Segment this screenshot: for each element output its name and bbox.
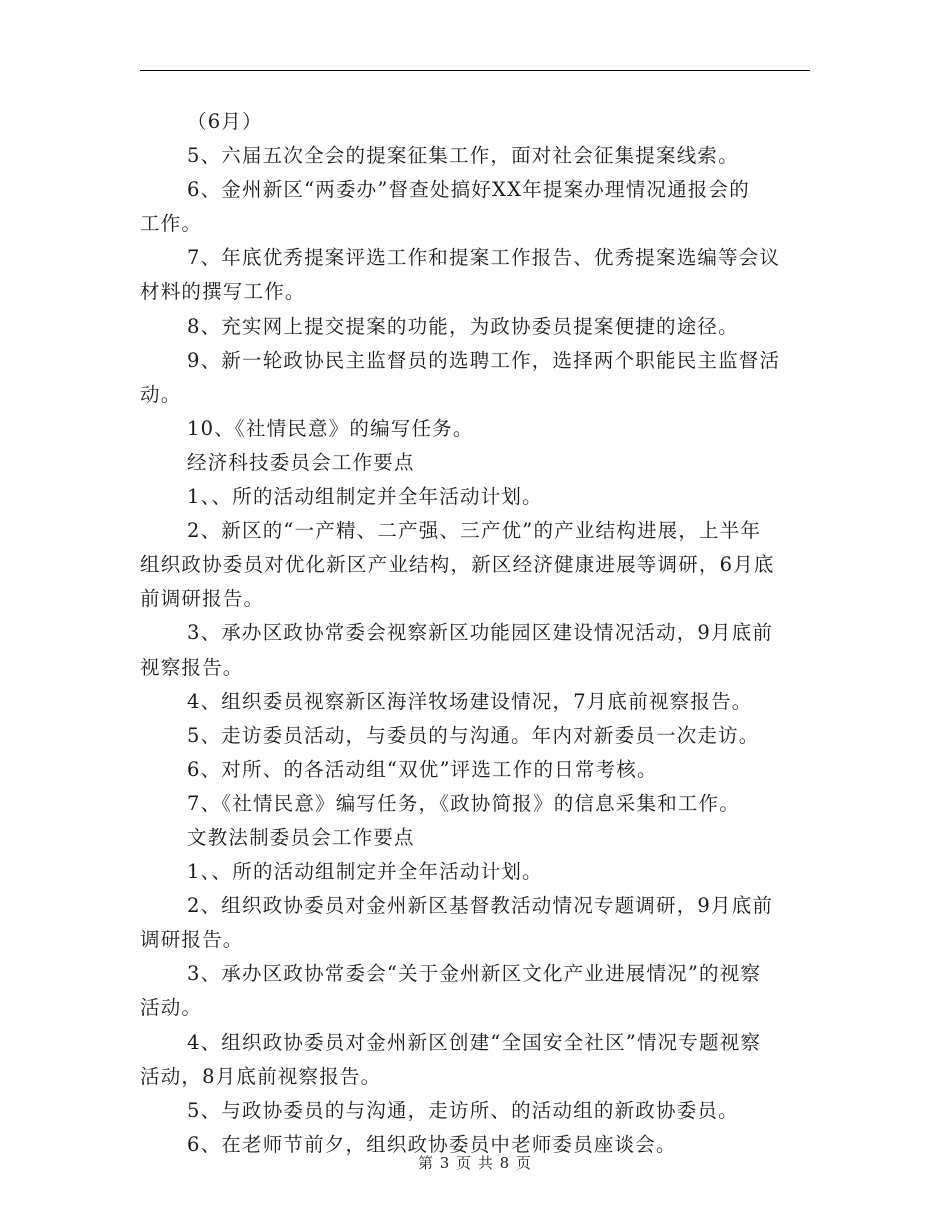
text-line: 1、、所的活动组制定并全年活动计划。 — [187, 860, 543, 884]
text-line: 5、走访委员活动，与委员的与沟通。年内对新委员一次走访。 — [187, 723, 760, 747]
text-line: 前调研报告。 — [140, 587, 265, 611]
text-line: 5、六届五次全会的提案征集工作，面对社会征集提案线索。 — [187, 144, 739, 168]
text-line: 活动，8月底前视察报告。 — [140, 1064, 382, 1088]
text-line: 10、《社情民意》的编写任务。 — [187, 416, 474, 440]
text-line: 2、新区的“一产精、二产强、三产优”的产业结构进展，上半年 — [187, 519, 762, 543]
text-line: 5、与政协委员的与沟通，走访所、的活动组的新政协委员。 — [187, 1098, 739, 1122]
text-line: （6月） — [187, 110, 263, 133]
text-line: 1、、所的活动组制定并全年活动计划。 — [187, 485, 543, 509]
text-line: 9、新一轮政协民主监督员的选聘工作，选择两个职能民主监督活 — [187, 348, 781, 372]
text-line: 活动。 — [140, 996, 203, 1020]
text-line: 工作。 — [140, 212, 203, 236]
header-rule — [140, 70, 810, 71]
text-line: 4、组织政协委员对金州新区创建“全国安全社区”情况专题视察 — [187, 1030, 762, 1054]
text-line: 7、《社情民意》编写任务，《政协简报》的信息采集和工作。 — [187, 791, 741, 815]
text-line: 2、组织政协委员对金州新区基督教活动情况专题调研，9月底前 — [187, 894, 774, 918]
page-number-footer: 第 3 页 共 8 页 — [418, 1154, 532, 1172]
text-line: 动。 — [140, 382, 182, 406]
text-line: 8、充实网上提交提案的功能，为政协委员提案便捷的途径。 — [187, 314, 739, 338]
text-line: 6、金州新区“两委办”督查处搞好XX年提案办理情况通报会的 — [187, 178, 750, 202]
text-line: 6、在老师节前夕，组织政协委员中老师委员座谈会。 — [187, 1132, 677, 1156]
document-body — [140, 105, 810, 1162]
text-line: 6、对所、的各活动组“双优”评选工作的日常考核。 — [187, 757, 658, 781]
text-line: 调研报告。 — [140, 928, 244, 952]
text-line: 材料的撰写工作。 — [140, 280, 306, 304]
section-heading: 文教法制委员会工作要点 — [187, 825, 415, 849]
text-line: 组织政协委员对优化新区产业结构，新区经济健康进展等调研，6月底 — [140, 553, 775, 577]
text-line: 3、承办区政协常委会视察新区功能园区建设情况活动，9月底前 — [187, 621, 774, 645]
text-line: 3、承办区政协常委会“关于金州新区文化产业进展情况”的视察 — [187, 962, 762, 986]
section-heading: 经济科技委员会工作要点 — [187, 450, 415, 474]
text-line: 4、组织委员视察新区海洋牧场建设情况，7月底前视察报告。 — [187, 689, 753, 713]
text-line: 7、年底优秀提案评选工作和提案工作报告、优秀提案选编等会议 — [187, 246, 781, 270]
text-line: 视察报告。 — [140, 655, 244, 679]
